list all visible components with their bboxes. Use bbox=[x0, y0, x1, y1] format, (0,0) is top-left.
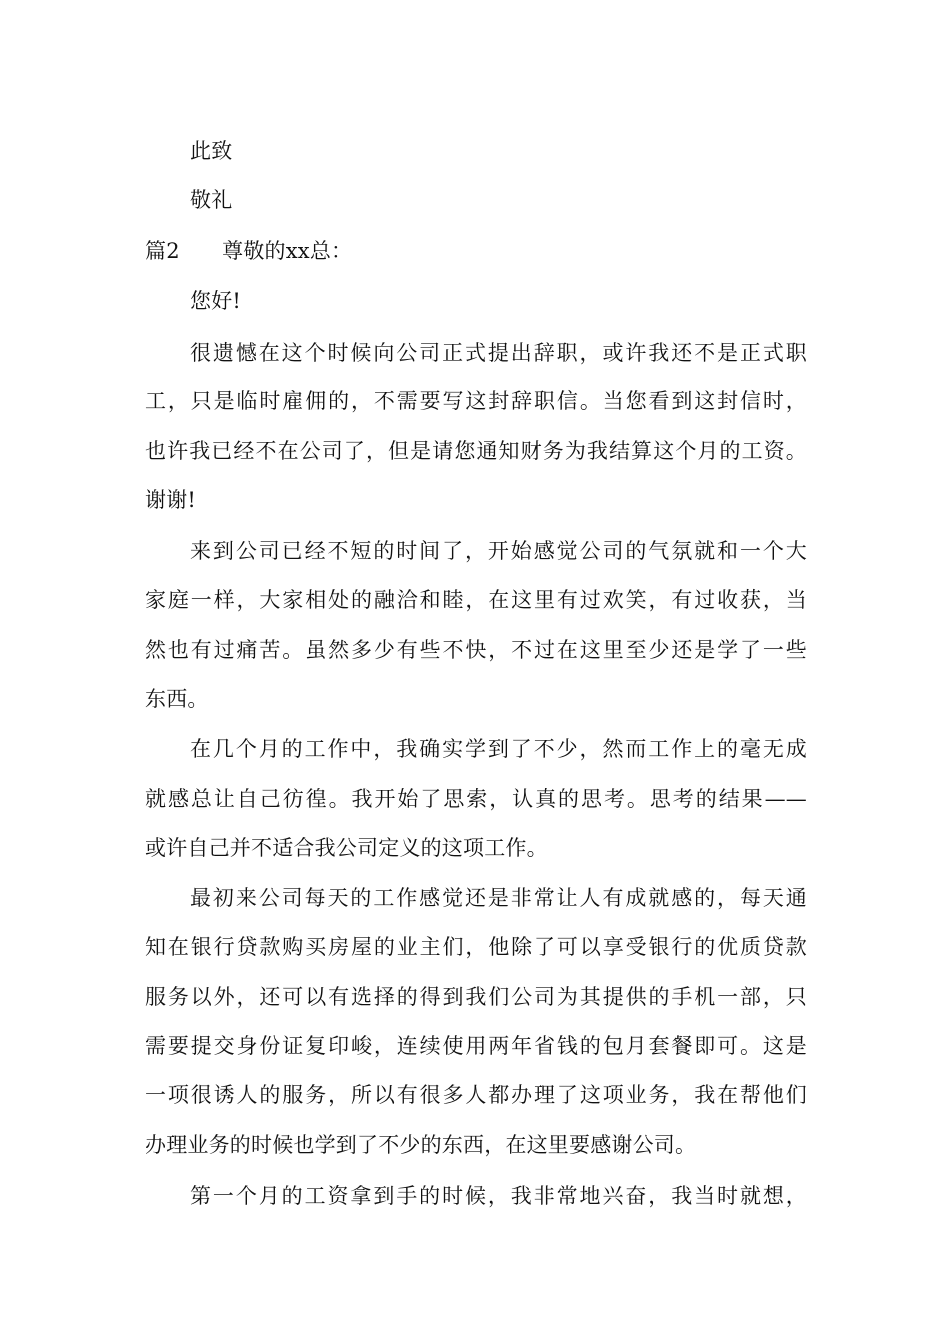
paragraph-line: 办理业务的时候也学到了不少的东西，在这里要感谢公司。 bbox=[145, 1133, 697, 1157]
paragraph-line: 就感总让自己彷徨。我开始了思索，认真的思考。思考的结果—— bbox=[145, 787, 807, 811]
paragraph-line: 在几个月的工作中，我确实学到了不少，然而工作上的毫无成 bbox=[190, 737, 807, 761]
paragraph-line: 谢谢! bbox=[145, 488, 197, 512]
paragraph-line: 家庭一样，大家相处的融洽和睦，在这里有过欢笑，有过收获，当 bbox=[145, 588, 807, 612]
paragraph-line: 也许我已经不在公司了，但是请您通知财务为我结算这个月的工资。 bbox=[145, 439, 807, 463]
salutation-line: 敬礼 bbox=[190, 188, 233, 212]
paragraph-line: 第一个月的工资拿到手的时候，我非常地兴奋，我当时就想， bbox=[190, 1184, 807, 1208]
paragraph-line: 最初来公司每天的工作感觉还是非常让人有成就感的，每天通 bbox=[190, 886, 807, 910]
paragraph-line: 或许自己并不适合我公司定义的这项工作。 bbox=[145, 836, 548, 860]
paragraph-line: 很遗憾在这个时候向公司正式提出辞职，或许我还不是正式职 bbox=[190, 341, 807, 365]
paragraph-line: 工，只是临时雇佣的，不需要写这封辞职信。当您看到这封信时， bbox=[145, 389, 807, 413]
section-heading-line: 篇2 尊敬的xx总： bbox=[145, 239, 353, 263]
paragraph-line: 东西。 bbox=[145, 687, 209, 711]
paragraph-line: 一项很诱人的服务，所以有很多人都办理了这项业务，我在帮他们 bbox=[145, 1083, 807, 1107]
paragraph-line: 知在银行贷款购买房屋的业主们，他除了可以享受银行的优质贷款 bbox=[145, 935, 807, 959]
closing-line: 此致 bbox=[190, 139, 233, 163]
paragraph-line: 然也有过痛苦。虽然多少有些不快，不过在这里至少还是学了一些 bbox=[145, 638, 807, 662]
greeting-line: 您好! bbox=[190, 289, 242, 313]
paragraph-line: 服务以外，还可以有选择的得到我们公司为其提供的手机一部，只 bbox=[145, 985, 807, 1009]
paragraph-line: 需要提交身份证复印峻，连续使用两年省钱的包月套餐即可。这是 bbox=[145, 1034, 807, 1058]
paragraph-line: 来到公司已经不短的时间了，开始感觉公司的气氛就和一个大 bbox=[190, 539, 807, 563]
